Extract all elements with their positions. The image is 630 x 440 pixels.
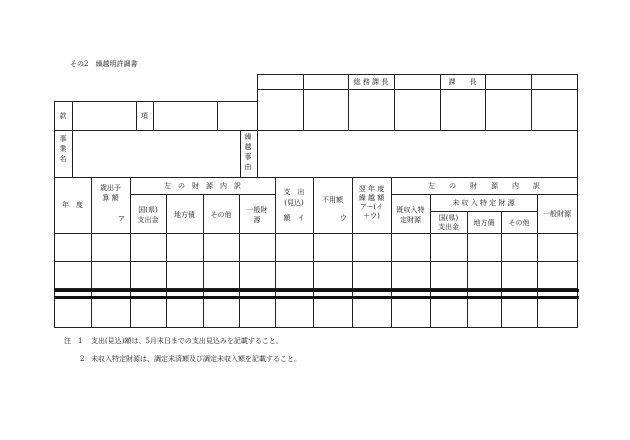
- kuni2-header-line2: 支出金: [438, 223, 459, 231]
- ippan2-header: 一般財源: [543, 210, 571, 218]
- ippan-header-line1: 一般財: [246, 206, 268, 214]
- jigyo-label: 事業名: [59, 135, 67, 163]
- kurikoshi-label: 繰越事由: [244, 133, 252, 171]
- chihousai-header: 地方債: [174, 211, 195, 219]
- ippan-header-line2: 源: [253, 216, 261, 224]
- kuni-header-line1: 国(県): [138, 206, 158, 214]
- sonota-header: その他: [210, 211, 232, 219]
- left-source-title: 左 の 財 源 内 訳: [164, 182, 241, 190]
- table-row: [54, 327, 577, 328]
- yokunendo-header-line1: 翌 年 度: [358, 185, 385, 193]
- fuyougaku-header-line1: 不用額: [322, 196, 343, 204]
- general-manager-label: 総 務 課 長: [353, 78, 389, 86]
- note-2-text: 未収入特定財源は、調定未済額及び調定未収入額を記載すること。: [91, 355, 301, 363]
- yokunendo-header-line4: ＋ウ): [363, 212, 380, 220]
- mishuunyu-title: 未 収 入 特 定 財 源: [452, 199, 515, 207]
- chihousai2-header: 地方債: [473, 219, 495, 227]
- shishutsu-header-line3: 額 イ: [283, 214, 305, 222]
- saishutsu-header-mark: ア: [118, 215, 125, 223]
- note-2-num: 2: [80, 355, 85, 363]
- right-source-title: 左 の 財 源 内 訳: [428, 182, 540, 190]
- chief-label: 課 長: [448, 78, 477, 86]
- saishutsu-header-line1: 歳出予: [100, 184, 121, 192]
- total-separator-bottom: [54, 296, 579, 299]
- nendo-header: 年 度: [62, 201, 83, 209]
- document-title: その2 繰越明許調書: [70, 60, 138, 68]
- kishuunyu-header-line1: 既収入特: [396, 206, 425, 214]
- note-1-text: 支出(見込)額は、5月末日までの支出見込みを記載すること。: [91, 337, 283, 345]
- kou-label: 項: [141, 112, 148, 120]
- kuni2-header-line1: 国(県): [438, 214, 459, 222]
- note-1-num: 注 1: [64, 337, 83, 345]
- fuyougaku-header-mark: ウ: [340, 214, 347, 222]
- yokunendo-header-line3: アー(イ: [359, 203, 384, 211]
- shishutsu-header-line2: (見込): [284, 199, 304, 207]
- table-row: [54, 261, 577, 262]
- yokunendo-header-line2: 繰 越 額: [358, 194, 385, 202]
- total-separator-top: [54, 289, 579, 292]
- kuni-header-line2: 支出金: [137, 216, 159, 224]
- sonota2-header: その他: [508, 219, 530, 227]
- kan-label: 款: [59, 112, 67, 120]
- saishutsu-header-line2: 算 額: [102, 194, 119, 202]
- shishutsu-header-line1: 支 出: [283, 188, 305, 196]
- kishuunyu-header-line2: 定財源: [400, 216, 421, 224]
